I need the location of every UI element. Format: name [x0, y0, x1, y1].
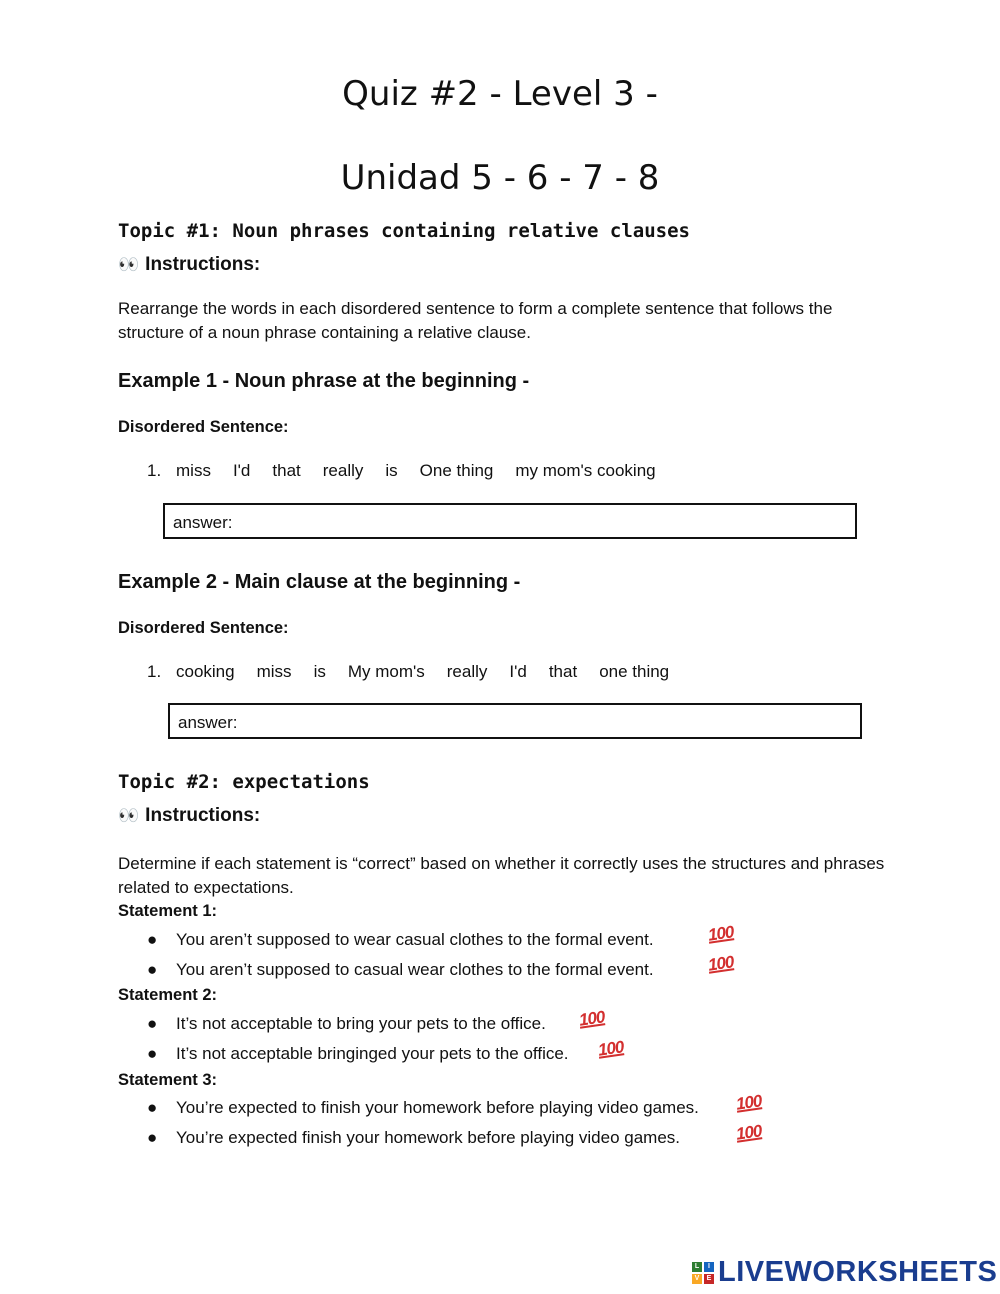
- bullet: ●: [147, 1014, 158, 1033]
- statement3-option-a[interactable]: You’re expected to finish your homework before playing video games.: [176, 1098, 699, 1117]
- hundred-points-icon[interactable]: 100: [577, 1007, 606, 1030]
- logo-block: I: [704, 1262, 714, 1272]
- example1-words: [176, 461, 678, 481]
- logo-block: V: [692, 1274, 702, 1284]
- hundred-points-icon[interactable]: 100: [734, 1121, 763, 1144]
- topic2-instructions-label: Instructions:: [145, 805, 261, 826]
- word: cooking: [176, 662, 235, 681]
- topic1-instructions-heading: [118, 254, 260, 276]
- hundred-points-icon[interactable]: 100: [706, 952, 735, 975]
- liveworksheets-logo: [692, 1256, 997, 1289]
- example1-number: 1.: [147, 461, 162, 480]
- topic1-instructions-text: Rearrange the words in each disordered sentence to form a complete sentence that follows the structure of a noun phrase containing a relative clause.: [118, 299, 833, 342]
- bullet: ●: [147, 1128, 158, 1147]
- hundred-points-icon[interactable]: 100: [734, 1091, 763, 1114]
- example1-answer-field[interactable]: [163, 503, 857, 539]
- word: my mom's cooking: [515, 461, 656, 480]
- topic1-heading: Topic #1: Noun phrases containing relative clauses: [118, 220, 690, 242]
- example2-label: Disordered Sentence:: [118, 619, 289, 637]
- eyes-icon: 👀: [118, 255, 138, 274]
- logo-icon: [692, 1262, 714, 1284]
- word: miss: [256, 662, 292, 681]
- statement2-label: Statement 2:: [118, 986, 218, 1004]
- word: that: [548, 662, 578, 681]
- example2-answer-field[interactable]: [168, 703, 862, 739]
- statement3-label: Statement 3:: [118, 1071, 218, 1089]
- hundred-points-icon[interactable]: 100: [596, 1037, 625, 1060]
- topic2-heading: Topic #2: expectations: [118, 771, 370, 793]
- quiz-title: Quiz #2 - Level 3 -: [342, 74, 658, 114]
- logo-block: L: [692, 1262, 702, 1272]
- example2-answer-label: answer:: [178, 713, 238, 732]
- bullet: ●: [147, 930, 158, 949]
- word: really: [322, 461, 364, 480]
- word: is: [313, 662, 326, 681]
- word: I'd: [232, 461, 251, 480]
- statement1-option-a[interactable]: You aren’t supposed to wear casual clothes to the formal event.: [176, 930, 654, 949]
- example1-answer-label: answer:: [173, 513, 233, 532]
- example2-number: 1.: [147, 662, 162, 681]
- word: really: [446, 662, 488, 681]
- topic2-instructions-text: Determine if each statement is “correct” based on whether it correctly uses the structures and phrases related to expectations.: [118, 854, 885, 897]
- hundred-points-icon[interactable]: 100: [706, 922, 735, 945]
- example2-heading: Example 2 - Main clause at the beginning -: [118, 571, 521, 593]
- bullet: ●: [147, 1044, 158, 1063]
- quiz-subtitle: Unidad 5 - 6 - 7 - 8: [340, 158, 660, 198]
- bullet: ●: [147, 960, 158, 979]
- word: My mom's: [347, 662, 425, 681]
- example1-label: Disordered Sentence:: [118, 418, 289, 436]
- eyes-icon: 👀: [118, 806, 138, 825]
- statement2-option-a[interactable]: It’s not acceptable to bring your pets to the office.: [176, 1014, 546, 1033]
- logo-block: E: [704, 1274, 714, 1284]
- word: that: [272, 461, 301, 480]
- word: miss: [176, 461, 211, 480]
- topic1-instructions-label: Instructions:: [145, 254, 261, 275]
- statement2-option-b[interactable]: It’s not acceptable bringinged your pets to the office.: [176, 1044, 569, 1063]
- example1-heading: Example 1 - Noun phrase at the beginning -: [118, 370, 530, 392]
- logo-text: LIVEWORKSHEETS: [718, 1256, 998, 1288]
- word: is: [385, 461, 398, 480]
- word: one thing: [599, 662, 670, 681]
- bullet: ●: [147, 1098, 158, 1117]
- word: I'd: [509, 662, 527, 681]
- word: One thing: [419, 461, 494, 480]
- example2-words: [176, 662, 691, 682]
- statement1-option-b[interactable]: You aren’t supposed to casual wear clothes to the formal event.: [176, 960, 654, 979]
- statement3-option-b[interactable]: You’re expected finish your homework before playing video games.: [176, 1128, 680, 1147]
- statement1-label: Statement 1:: [118, 902, 218, 920]
- topic2-instructions-heading: [118, 805, 260, 827]
